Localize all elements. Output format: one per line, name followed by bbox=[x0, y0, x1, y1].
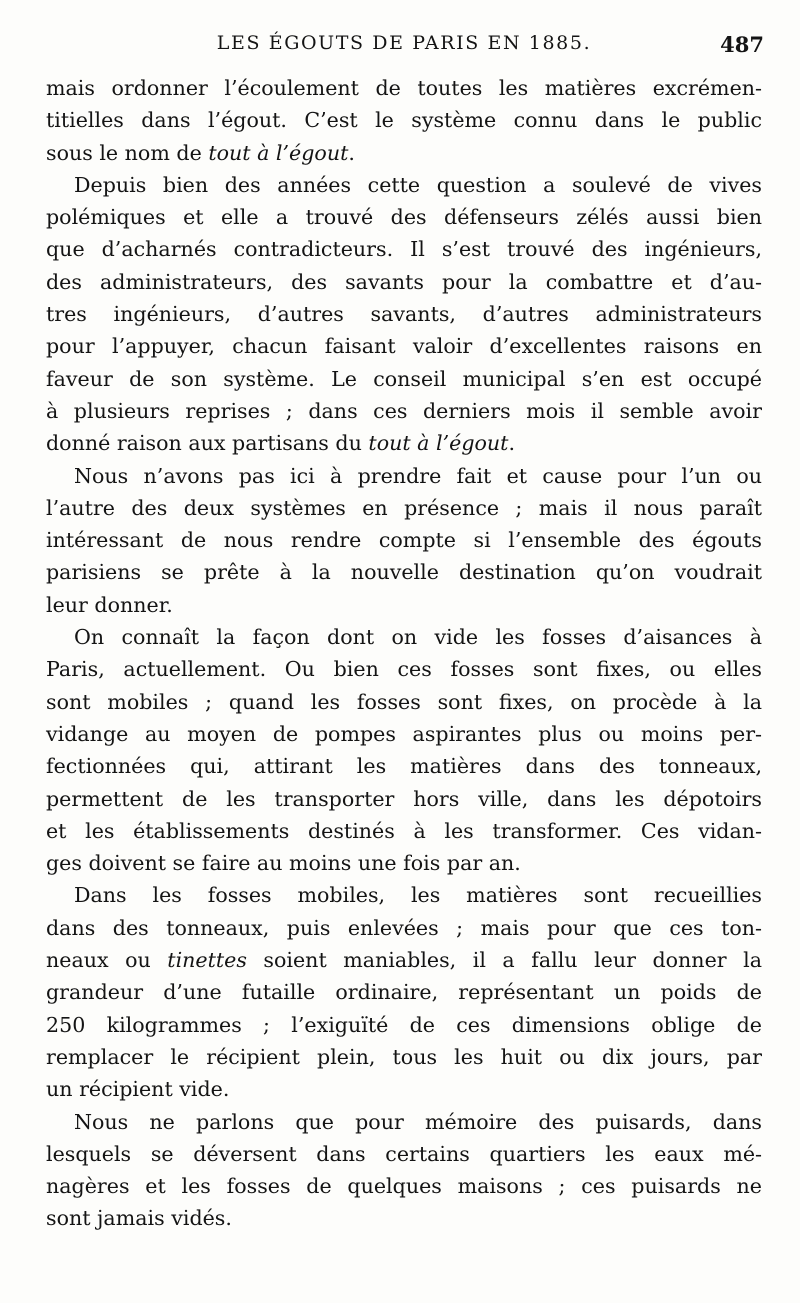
italic-run: tout à l’égout bbox=[208, 140, 349, 165]
text-line: vidange au moyen de pompes aspirantes plus ou moins per- bbox=[46, 721, 762, 746]
text-run: sous le nom de bbox=[46, 140, 209, 165]
text-line: Nous n’avons pas ici à prendre fait et cause pour l’un ou bbox=[74, 463, 762, 488]
text-run: donné raison aux partisans du bbox=[46, 431, 369, 456]
text-line: à plusieurs reprises ; dans ces derniers mois il semble avoir bbox=[46, 398, 762, 423]
text-line: que d’acharnés contradicteurs. Il s’est trouvé des ingénieurs, bbox=[46, 237, 762, 262]
text-line: dans des tonneaux, puis enlevées ; mais pour que ces ton- bbox=[46, 915, 762, 940]
text-line: titielles dans l’égout. C’est le système connu dans le public bbox=[46, 108, 762, 133]
text-line: polémiques et elle a trouvé des défenseurs zélés aussi bien bbox=[46, 205, 762, 230]
text-line: et les établissements destinés à les transformer. Ces vidan- bbox=[46, 818, 762, 843]
text-line: un récipient vide. bbox=[46, 1077, 230, 1102]
paragraph bbox=[46, 169, 762, 460]
text-line: 250 kilogrammes ; l’exiguïté de ces dimensions oblige de bbox=[46, 1012, 762, 1037]
text-line bbox=[46, 137, 762, 169]
text-line: sont jamais vidés. bbox=[46, 1206, 232, 1231]
page-header bbox=[44, 32, 764, 66]
text-line: l’autre des deux systèmes en présence ; mais il nous paraît bbox=[46, 495, 762, 520]
text-line: sont mobiles ; quand les fosses sont fixes, on procède à la bbox=[46, 689, 762, 714]
italic-run: tinettes bbox=[167, 948, 247, 973]
text-line: mais ordonner l’écoulement de toutes les matières excrémen- bbox=[46, 76, 762, 100]
text-run: soient maniables, il a fallu leur donner la bbox=[246, 948, 762, 973]
text-line: Nous ne parlons que pour mémoire des puisards, dans bbox=[74, 1109, 762, 1134]
text-run: neaux ou bbox=[46, 948, 168, 973]
text-line: ges doivent se faire au moins une fois par an. bbox=[46, 851, 521, 876]
text-line: On connaît la façon dont on vide les fosses d’aisances à bbox=[74, 625, 762, 650]
text-line bbox=[46, 427, 762, 459]
text-line: Dans les fosses mobiles, les matières sont recueillies bbox=[74, 883, 762, 908]
text-line: faveur de son système. Le conseil municipal s’en est occupé bbox=[46, 366, 762, 391]
paragraph bbox=[46, 1106, 762, 1235]
text-run: . bbox=[348, 140, 355, 165]
paragraph bbox=[46, 460, 762, 621]
text-line: parisiens se prête à la nouvelle destination qu’on voudrait bbox=[46, 560, 762, 585]
text-line: Depuis bien des années cette question a soulevé de vives bbox=[74, 172, 762, 197]
text-line: leur donner. bbox=[46, 592, 173, 617]
text-line: intéressant de nous rendre compte si l’ensemble des égouts bbox=[46, 528, 762, 553]
text-line: fectionnées qui, attirant les matières dans des tonneaux, bbox=[46, 754, 762, 779]
text-line: pour l’appuyer, chacun faisant valoir d’excellentes raisons en bbox=[46, 334, 762, 359]
text-line: permettent de les transporter hors ville, dans les dépotoirs bbox=[46, 786, 762, 811]
paragraph bbox=[46, 72, 762, 169]
paragraph bbox=[46, 621, 762, 879]
paragraph bbox=[46, 879, 762, 1105]
text-line: lesquels se déversent dans certains quartiers les eaux mé- bbox=[46, 1141, 762, 1166]
text-line: des administrateurs, des savants pour la combattre et d’au- bbox=[46, 269, 762, 294]
text-line: tres ingénieurs, d’autres savants, d’autres administrateurs bbox=[46, 302, 762, 327]
running-title: LES ÉGOUTS DE PARIS EN 1885. bbox=[216, 32, 592, 54]
text-line bbox=[46, 944, 762, 976]
page-number: 487 bbox=[720, 32, 764, 57]
text-run: . bbox=[508, 431, 515, 456]
italic-run: tout à l’égout bbox=[368, 431, 509, 456]
text-line: remplacer le récipient plein, tous les huit ou dix jours, par bbox=[46, 1044, 762, 1069]
body-text bbox=[46, 72, 762, 1235]
text-line: grandeur d’une futaille ordinaire, représentant un poids de bbox=[46, 980, 762, 1005]
text-line: Paris, actuellement. Ou bien ces fosses sont fixes, ou elles bbox=[46, 657, 762, 682]
text-line: nagères et les fosses de quelques maisons ; ces puisards ne bbox=[46, 1174, 762, 1199]
